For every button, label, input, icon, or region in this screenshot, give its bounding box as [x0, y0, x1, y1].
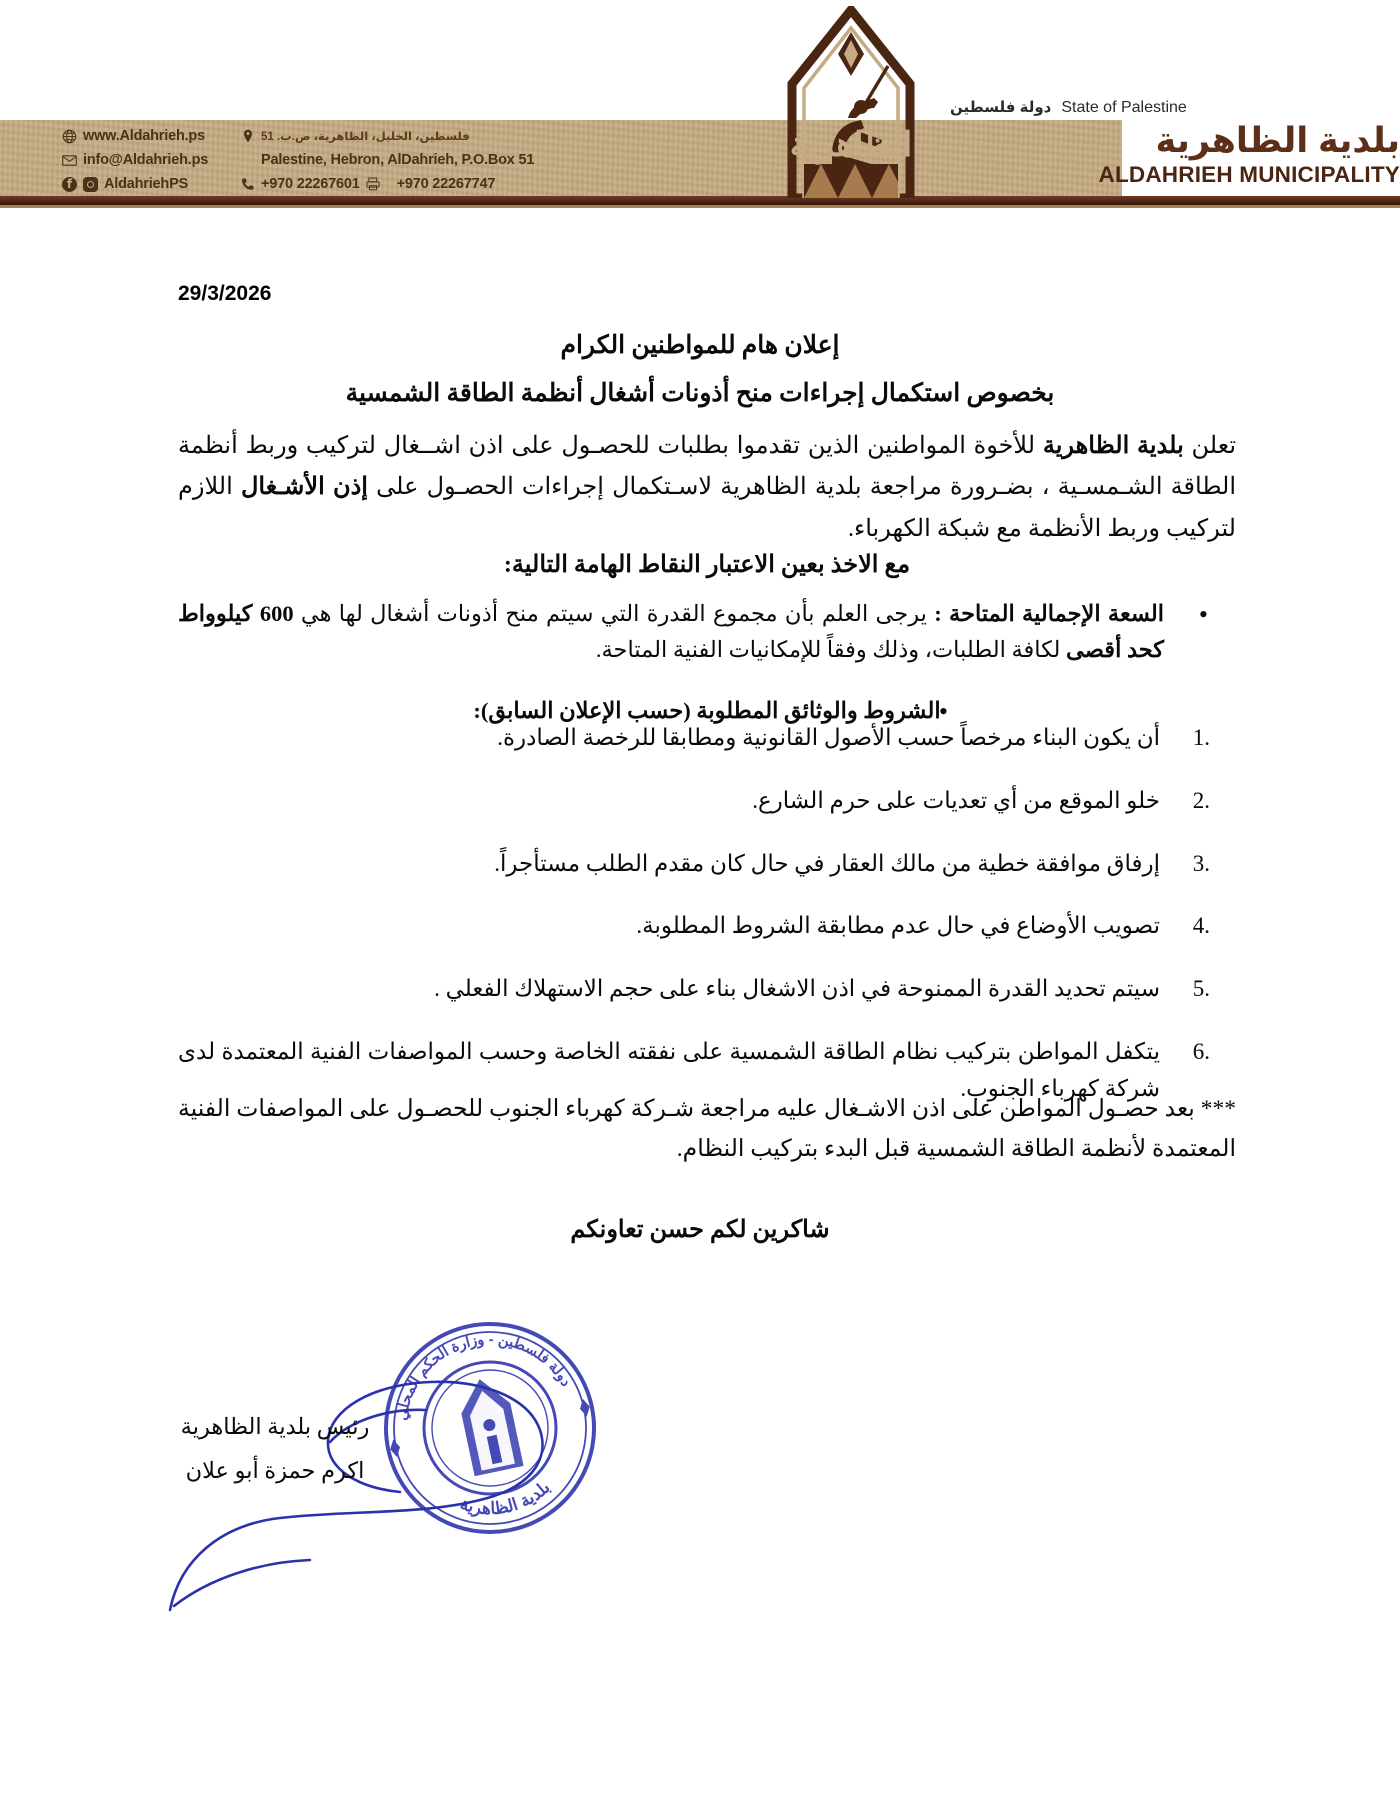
signature-block	[175, 1405, 375, 1493]
list-item-number: 1.	[1192, 725, 1210, 750]
list-item-text: أن يكون البناء مرخصاً حسب الأصول القانونية ومطابقا للرخصة الصادرة.	[497, 725, 1160, 750]
map-pin-icon	[240, 129, 255, 144]
globe-icon	[62, 129, 77, 144]
contact-address-en-text: Palestine, Hebron, AlDahrieh, P.O.Box 51	[261, 152, 535, 168]
list-item-text: يتكفل المواطن بتركيب نظام الطاقة الشمسية على نفقته الخاصة وحسب المواصفات الفنية المعتمدة لدى شركة كهرباء الجنوب.	[178, 1038, 1160, 1101]
svg-text:دولة فلسطين - وزارة الحكم المح	[380, 1315, 575, 1425]
bullet-item-capacity: • السعة الإجمالية المتاحة : يرجى العلم بأن مجموع القدرة التي سيتم منح أذونات أشغال لها هي 600 كيلوواط كحد أقصى لكافة الطلبات، وذلك وفقاً للإمكانيات الفنية المتاحة.	[178, 596, 1236, 669]
list-item	[178, 908, 1236, 945]
instagram-icon	[83, 177, 98, 192]
contact-fax-text: +970 22267747	[396, 176, 496, 192]
logo-municipality-en: ALDAHRIEH MUNICIPALITY	[1098, 162, 1400, 188]
list-item-number: 6.	[1192, 1038, 1210, 1064]
closing-line: شاكرين لكم حسن تعاونكم	[570, 1217, 830, 1243]
logo-wordmark: الظاهرية	[789, 126, 913, 164]
contact-column-right	[240, 124, 540, 196]
address-spacer-icon	[240, 153, 255, 168]
official-stamp	[355, 1300, 625, 1550]
logo-municipality-ar: بلدية الظاهرية	[1155, 121, 1400, 160]
list-item	[178, 971, 1236, 1008]
contact-website-text: www.Aldahrieh.ps	[83, 128, 205, 144]
letterhead	[0, 0, 1400, 210]
list-item-number: 3.	[1192, 850, 1210, 876]
contact-email-text: info@Aldahrieh.ps	[83, 152, 209, 168]
list-item	[178, 720, 1236, 757]
list-item-text: خلو الموقع من أي تعديات على حرم الشارع.	[752, 787, 1160, 813]
logo-text-block	[950, 98, 1400, 188]
contact-address-ar-row	[240, 124, 540, 148]
envelope-icon	[62, 153, 77, 168]
note-heading: مع الاخذ بعين الاعتبار النقاط الهامة التالية:	[503, 552, 911, 578]
document-date: 29/3/2026	[178, 282, 272, 305]
intro-paragraph: تعلن بلدية الظاهرية للأخوة المواطنين الذين تقدموا بطلبات للحصـول على اذن اشــغال لتركيب وربط أنظمة الطاقة الشـمسـية ، بضـرورة مراجعة بلدية الظاهرية لاسـتكمال إجراءات الحصـول على إذن الأشـغال اللازم لتركيب وربط الأنظمة مع شبكة الكهرباء.	[178, 433, 1237, 542]
contact-address-ar-text: فلسطين، الخليل، الظاهرية، ص.ب. 51	[261, 131, 470, 143]
contact-address-en-row	[240, 148, 540, 172]
list-item-text: إرفاق موافقة خطية من مالك العقار في حال كان مقدم الطلب مستأجراً.	[494, 850, 1160, 876]
contact-social-text: AldahriehPS	[104, 176, 189, 192]
page-title: إعلان هام للمواطنين الكرام	[560, 332, 840, 359]
list-item-text: سيتم تحديد القدرة الممنوحة في اذن الاشغال بناء على حجم الاستهلاك الفعلي .	[434, 976, 1160, 1002]
contact-phone-text: +970 22267601	[261, 176, 360, 192]
list-item-number: 4.	[1192, 913, 1210, 939]
logo-state-en: State of Palestine	[1061, 99, 1187, 116]
signature-title: رئيس بلدية الظاهرية	[180, 1414, 370, 1439]
page-subtitle: بخصوص استكمال إجراءات منح أذونات أشغال أنظمة الطاقة الشمسية	[345, 380, 1055, 407]
municipality-crest-icon	[760, 6, 942, 198]
stamp-outer-text: دولة فلسطين - وزارة الحكم المحلي	[394, 1331, 574, 1422]
fax-icon	[366, 177, 381, 192]
logo-state-ar: دولة فلسطين	[950, 99, 1052, 116]
contact-phone-fax-row	[240, 172, 540, 196]
logo-state-line	[950, 98, 1400, 120]
signature-name: اكرم حمزة أبو علان	[185, 1457, 365, 1483]
svg-text:بلدية الظاهرية	[454, 1476, 556, 1527]
starred-note: *** بعد حصـول المواطن على اذن الاشـغال عليه مراجعة شـركة كهرباء الجنوب للحصـول على المواصفات الفنية المعتمدة لأنظمة الطاقة الشمسية قبل البدء بتركيب النظام.	[178, 1096, 1236, 1162]
telephone-icon	[240, 177, 255, 192]
list-item	[178, 783, 1236, 820]
stamp-inner-text: بلدية الظاهرية	[457, 1477, 554, 1519]
requirements-list	[178, 720, 1236, 1134]
list-item-text: تصويب الأوضاع في حال عدم مطابقة الشروط المطلوبة.	[636, 913, 1160, 939]
letterhead-rule-secondary	[0, 205, 1400, 208]
list-item-number: 2.	[1192, 787, 1210, 813]
municipality-logo	[760, 2, 1400, 202]
facebook-icon: f	[62, 177, 77, 192]
bullet-item-requirements: • الشروط والوثائق المطلوبة (حسب الإعلان السابق):	[178, 693, 1236, 729]
list-item-number: 5.	[1192, 976, 1210, 1002]
list-item	[178, 846, 1236, 883]
